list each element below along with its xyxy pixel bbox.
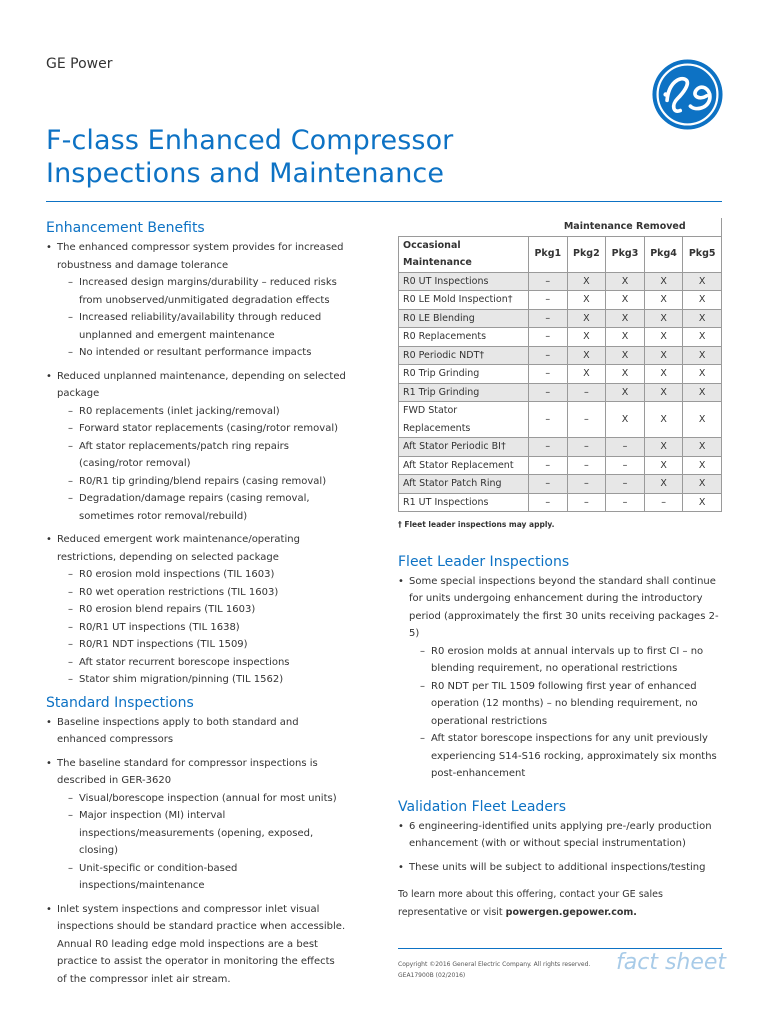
table-row xyxy=(399,346,722,365)
bullet-text: Reduced emergent work maintenance/operating restrictions, depending on selected package xyxy=(57,534,300,563)
table-cell: X xyxy=(567,272,606,291)
table-cell: – xyxy=(606,493,645,512)
list-item: • Inlet system inspections and compressor inlet visual inspections should be standard practice when accessible. Annual R0 leading edge mold inspections are a best practice to assist the operator in monitoring the effects of the compressor inlet air stream. xyxy=(46,901,346,989)
table-cell: – xyxy=(606,456,645,475)
fleet-leader-heading: Fleet Leader Inspections xyxy=(398,553,570,570)
fact-sheet-label: fact sheet xyxy=(616,950,727,975)
row-label: R0 Periodic NDT† xyxy=(399,346,529,365)
table-cell: X xyxy=(644,365,683,384)
table-cell: X xyxy=(567,346,606,365)
sub-item: – R0 wet operation restrictions (TIL 1603) xyxy=(57,584,346,602)
table-cell: – xyxy=(529,383,568,402)
table-cell: – xyxy=(529,456,568,475)
website-link[interactable]: powergen.gepower.com. xyxy=(505,907,637,918)
column-header: Pkg1 xyxy=(529,236,568,272)
table-cell: – xyxy=(529,309,568,328)
validation-heading: Validation Fleet Leaders xyxy=(398,798,566,815)
table-cell: – xyxy=(567,383,606,402)
list-item xyxy=(46,755,346,895)
bullet-text: Some special inspections beyond the standard shall continue for units undergoing enhancement during the introductory period (approximately the first 30 units receiving packages 2-5) xyxy=(409,575,719,639)
copyright-block xyxy=(398,959,590,981)
table-cell: – xyxy=(529,493,568,512)
column-header: Pkg3 xyxy=(606,236,645,272)
row-label: R1 UT Inspections xyxy=(399,493,529,512)
sub-item: – R0/R1 tip grinding/blend repairs (casing removal) xyxy=(57,473,346,491)
table-cell: – xyxy=(606,475,645,494)
sub-item: – Degradation/damage repairs (casing removal, sometimes rotor removal/rebuild) xyxy=(57,490,346,525)
table-row xyxy=(399,365,722,384)
table-cell: X xyxy=(683,328,722,347)
table-cell: X xyxy=(606,346,645,365)
title-line-1: F-class Enhanced Compressor xyxy=(46,125,454,156)
table-cell: – xyxy=(529,291,568,310)
table-row xyxy=(399,475,722,494)
table-cell: X xyxy=(683,438,722,457)
row-label: FWD Stator Replacements xyxy=(399,402,529,438)
row-label: R0 Replacements xyxy=(399,328,529,347)
maintenance-table xyxy=(398,218,722,512)
table-cell: – xyxy=(567,493,606,512)
table-cell: X xyxy=(683,475,722,494)
table-cell: X xyxy=(644,328,683,347)
brand-name: GE Power xyxy=(46,56,113,72)
contact-sentence: To learn more about this offering, contact your GE sales representative or visit xyxy=(398,889,663,918)
table-cell: X xyxy=(606,328,645,347)
table-cell: X xyxy=(683,456,722,475)
table-cell: X xyxy=(606,272,645,291)
table-cell: X xyxy=(644,383,683,402)
row-label: Aft Stator Periodic BI† xyxy=(399,438,529,457)
table-cell: X xyxy=(683,383,722,402)
sub-item: – Aft stator recurrent borescope inspections xyxy=(57,654,346,672)
list-item: • These units will be subject to additional inspections/testing xyxy=(398,859,722,877)
table-cell: X xyxy=(567,328,606,347)
table-cell: – xyxy=(529,475,568,494)
table-cell: – xyxy=(567,475,606,494)
list-item xyxy=(46,368,346,526)
table-cell: – xyxy=(529,346,568,365)
list-item: • 6 engineering-identified units applying pre-/early production enhancement (with or without special instrumentation) xyxy=(398,818,722,853)
table-cell: X xyxy=(644,475,683,494)
table-cell: X xyxy=(567,291,606,310)
bullet-text: Reduced unplanned maintenance, depending on selected package xyxy=(57,370,346,399)
table-row xyxy=(399,291,722,310)
table-row xyxy=(399,493,722,512)
row-label: Aft Stator Patch Ring xyxy=(399,475,529,494)
sub-item: – R0 erosion blend repairs (TIL 1603) xyxy=(57,601,346,619)
table-row xyxy=(399,438,722,457)
table-cell: – xyxy=(567,402,606,438)
footer-divider xyxy=(398,948,722,949)
sub-item: – Stator shim migration/pinning (TIL 1562) xyxy=(57,671,346,689)
table-row xyxy=(399,272,722,291)
row-label: R0 LE Mold Inspection† xyxy=(399,291,529,310)
table-row xyxy=(399,328,722,347)
table-header-row xyxy=(399,236,722,272)
sub-item: – R0 NDT per TIL 1509 following first year of enhanced operation (12 months) – no blending requirement, no operational restrictions xyxy=(409,678,722,731)
standard-list xyxy=(46,714,346,989)
table-row xyxy=(399,309,722,328)
table-cell: X xyxy=(644,272,683,291)
table-cell: – xyxy=(644,493,683,512)
row-label: R1 Trip Grinding xyxy=(399,383,529,402)
title-line-2: Inspections and Maintenance xyxy=(46,158,445,189)
row-label: R0 UT Inspections xyxy=(399,272,529,291)
header-divider xyxy=(46,201,722,202)
table-cell: – xyxy=(529,438,568,457)
table-cell: X xyxy=(567,365,606,384)
list-item xyxy=(46,239,346,362)
sub-item: – Aft stator borescope inspections for any unit previously experiencing S14-S16 rocking, approximately six months post-enhancement xyxy=(409,730,722,783)
table-cell: X xyxy=(606,402,645,438)
table-cell: – xyxy=(529,328,568,347)
sub-item: – Visual/borescope inspection (annual for most units) xyxy=(57,790,346,808)
table-cell: – xyxy=(606,438,645,457)
table-row xyxy=(399,383,722,402)
sub-item: – R0 replacements (inlet jacking/removal) xyxy=(57,403,346,421)
page-title xyxy=(46,124,566,190)
table-cell: – xyxy=(567,438,606,457)
table-cell: X xyxy=(683,365,722,384)
table-cell: X xyxy=(606,309,645,328)
sub-item: – Unit-specific or condition-based inspections/maintenance xyxy=(57,860,346,895)
table-cell: X xyxy=(644,456,683,475)
table-cell: X xyxy=(683,291,722,310)
contact-text xyxy=(398,886,698,922)
table-cell: X xyxy=(683,493,722,512)
table-cell: X xyxy=(683,272,722,291)
sub-item: – No intended or resultant performance impacts xyxy=(57,344,346,362)
table-cell: X xyxy=(644,346,683,365)
document-code: GEA17900B (02/2016) xyxy=(398,972,466,979)
table-row xyxy=(399,456,722,475)
sub-item: – R0/R1 NDT inspections (TIL 1509) xyxy=(57,636,346,654)
sub-item: – R0 erosion mold inspections (TIL 1603) xyxy=(57,566,346,584)
table-cell: X xyxy=(683,346,722,365)
right-column xyxy=(398,218,722,876)
list-item xyxy=(46,531,346,689)
ge-logo xyxy=(651,58,724,131)
sub-item: – Aft stator replacements/patch ring repairs (casing/rotor removal) xyxy=(57,438,346,473)
row-label: R0 LE Blending xyxy=(399,309,529,328)
enhancement-heading: Enhancement Benefits xyxy=(46,220,205,236)
table-cell: X xyxy=(644,402,683,438)
bullet-text: The baseline standard for compressor inspections is described in GER-3620 xyxy=(57,757,318,786)
column-header: Pkg5 xyxy=(683,236,722,272)
table-cell: – xyxy=(529,272,568,291)
sub-item: – R0/R1 UT inspections (TIL 1638) xyxy=(57,619,346,637)
table-cell: – xyxy=(567,456,606,475)
list-item xyxy=(398,573,722,783)
table-cell: X xyxy=(606,291,645,310)
column-header: Pkg2 xyxy=(567,236,606,272)
table-cell: – xyxy=(529,402,568,438)
maintenance-removed-header: Maintenance Removed xyxy=(529,218,722,236)
enhancement-list xyxy=(46,239,346,689)
fleet-leader-list xyxy=(398,573,722,783)
table-footnote: † Fleet leader inspections may apply. xyxy=(398,520,555,529)
row-label: R0 Trip Grinding xyxy=(399,365,529,384)
sub-item: – Increased design margins/durability – reduced risks from unobserved/unmitigated degradation effects xyxy=(57,274,346,309)
column-header: Occasional Maintenance xyxy=(399,236,529,272)
list-item: • Baseline inspections apply to both standard and enhanced compressors xyxy=(46,714,346,749)
table-cell: X xyxy=(567,309,606,328)
table-cell: X xyxy=(606,365,645,384)
bullet-text: The enhanced compressor system provides for increased robustness and damage tolerance xyxy=(57,242,344,271)
sub-item: – R0 erosion molds at annual intervals up to first CI – no blending requirement, no operational restrictions xyxy=(409,643,722,678)
table-cell: X xyxy=(683,309,722,328)
table-cell: X xyxy=(683,402,722,438)
sub-item: – Increased reliability/availability through reduced unplanned and emergent maintenance xyxy=(57,309,346,344)
table-cell: X xyxy=(644,309,683,328)
table-cell: X xyxy=(644,291,683,310)
standard-heading: Standard Inspections xyxy=(46,694,194,711)
sub-item: – Major inspection (MI) interval inspections/measurements (opening, exposed, closing) xyxy=(57,807,346,860)
copyright-text: Copyright ©2016 General Electric Company. All rights reserved. xyxy=(398,961,591,968)
table-group-header-row xyxy=(399,218,722,236)
column-header: Pkg4 xyxy=(644,236,683,272)
table-cell: X xyxy=(606,383,645,402)
row-label: Aft Stator Replacement xyxy=(399,456,529,475)
left-column xyxy=(46,218,346,988)
table-cell: X xyxy=(644,438,683,457)
sub-item: – Forward stator replacements (casing/rotor removal) xyxy=(57,420,346,438)
table-row xyxy=(399,402,722,438)
validation-list xyxy=(398,818,722,877)
table-cell: – xyxy=(529,365,568,384)
table-body xyxy=(399,272,722,512)
